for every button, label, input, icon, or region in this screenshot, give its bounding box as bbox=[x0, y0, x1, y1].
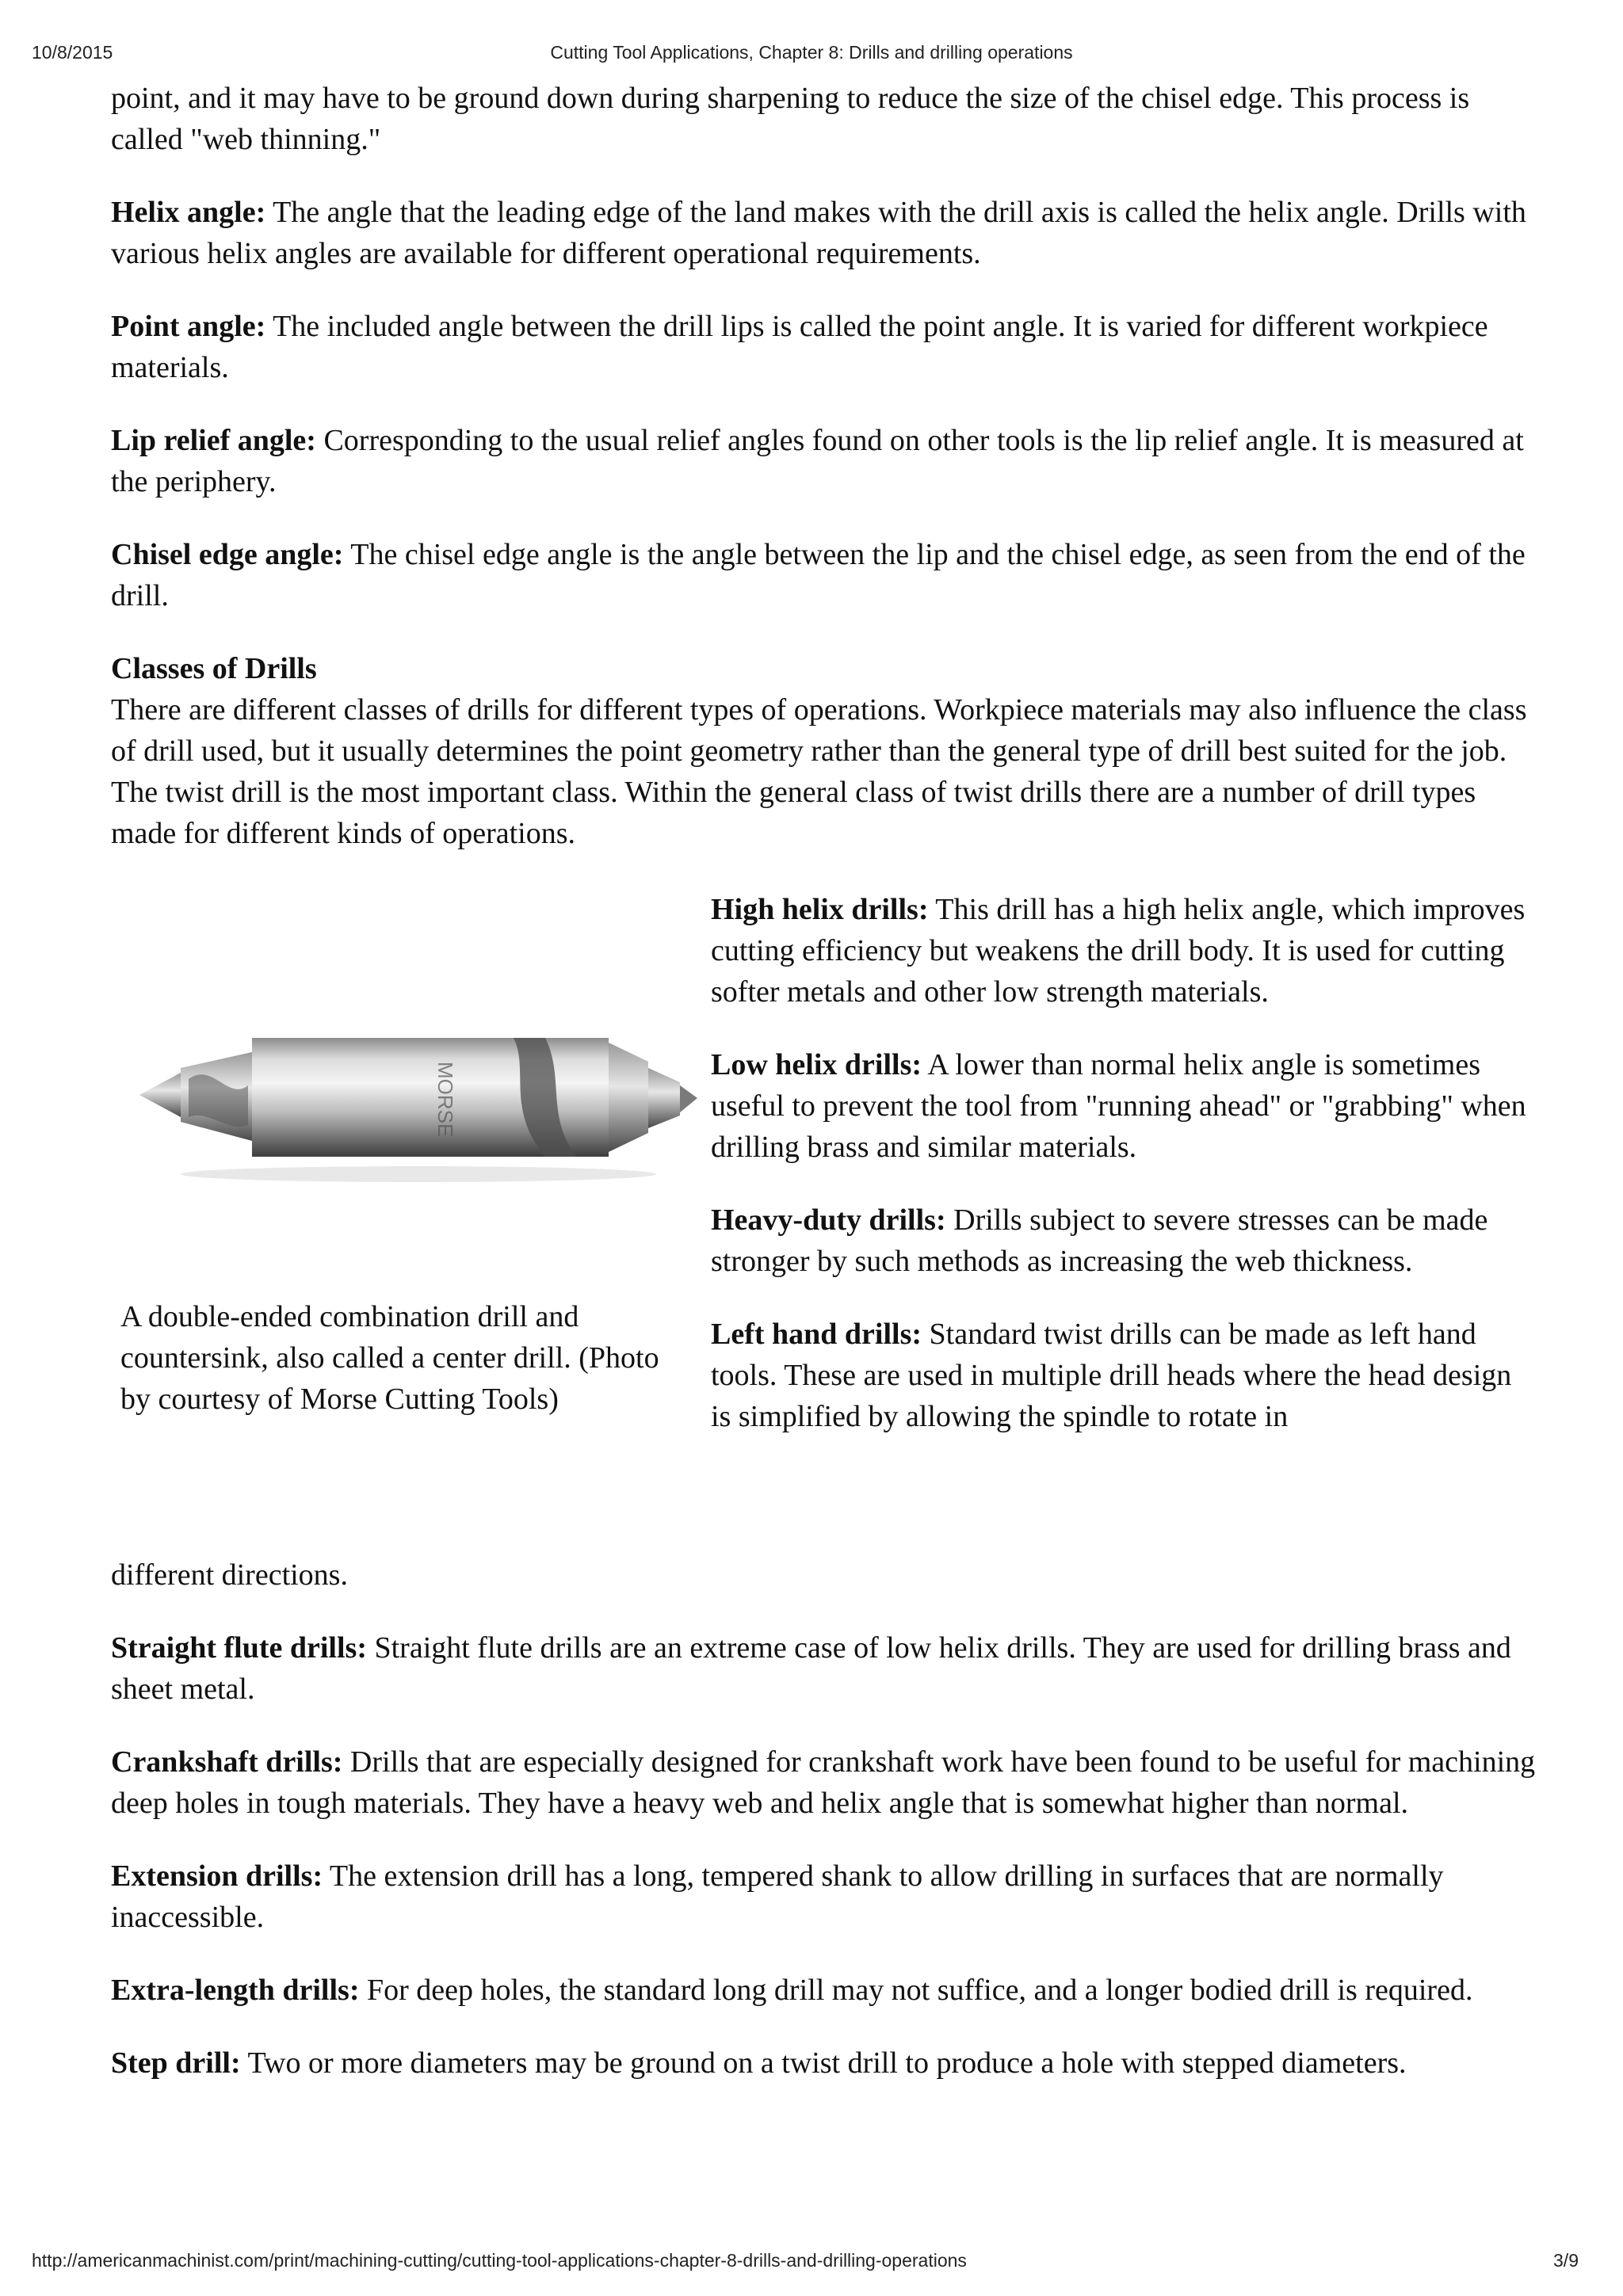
continuation-text: different directions. bbox=[111, 1558, 348, 1592]
figure-caption: A double-ended combination drill and countersink, also called a center drill. (Photo by courtesy of Morse Cutting Tools) bbox=[120, 1300, 659, 1416]
drill-type-crankshaft bbox=[111, 1741, 1537, 1824]
definition-point-angle bbox=[111, 306, 1537, 388]
definition-text: The extension drill has a long, tempered shank to allow drilling in surfaces that are normally inaccessible. bbox=[111, 1859, 1444, 1934]
definition-helix-angle bbox=[111, 192, 1537, 274]
drill-type-extension bbox=[111, 1855, 1537, 1938]
drill-type-straight-flute bbox=[111, 1627, 1537, 1710]
definition-text: Straight flute drills are an extreme case of low helix drills. They are used for drilling brass and sheet metal. bbox=[111, 1631, 1511, 1706]
print-header bbox=[0, 42, 1623, 66]
definition-term: Point angle: bbox=[111, 310, 266, 343]
definition-text: Drills subject to severe stresses can be made stronger by such methods as increasing the web thickness. bbox=[711, 1203, 1488, 1278]
definition-text: A lower than normal helix angle is sometimes useful to prevent the tool from "running ahead" or "grabbing" when drilling brass and similar materials. bbox=[711, 1048, 1526, 1164]
print-url[interactable]: http://americanmachinist.com/print/machining-cutting/cutting-tool-applications-chapter-8-drills-and-drilling-operations bbox=[32, 2250, 967, 2271]
definition-term: Chisel edge angle: bbox=[111, 538, 344, 571]
definition-chisel-edge-angle bbox=[111, 534, 1537, 616]
definition-text: The included angle between the drill lips is called the point angle. It is varied for different workpiece materials. bbox=[111, 310, 1488, 384]
page-number: 3/9 bbox=[1553, 2250, 1579, 2271]
definition-term: Step drill: bbox=[111, 2046, 241, 2080]
definition-text: The angle that the leading edge of the land makes with the drill axis is called the helix angle. Drills with various helix angles are available for different operational requirements. bbox=[111, 196, 1526, 270]
definition-text: Corresponding to the usual relief angles found on other tools is the lip relief angle. It is measured at the periphery. bbox=[111, 424, 1524, 498]
article-body bbox=[111, 78, 1537, 2084]
drill-type-step bbox=[111, 2042, 1537, 2084]
figure bbox=[111, 889, 697, 1491]
definition-term: High helix drills: bbox=[711, 893, 929, 926]
section-heading-classes: Classes of Drills bbox=[111, 652, 317, 685]
definition-term: Straight flute drills: bbox=[111, 1631, 367, 1665]
definition-term: Low helix drills: bbox=[711, 1048, 922, 1081]
definition-lip-relief-angle bbox=[111, 420, 1537, 502]
definition-text: This drill has a high helix angle, which improves cutting efficiency but weakens the drill body. It is used for cutting softer metals and other low strength materials. bbox=[711, 893, 1526, 1009]
definition-term: Heavy-duty drills: bbox=[711, 1203, 946, 1237]
definition-term: Helix angle: bbox=[111, 196, 266, 229]
drill-type-left-hand bbox=[711, 1314, 1535, 1437]
drill-types-column bbox=[711, 889, 1535, 1437]
print-date: 10/8/2015 bbox=[32, 42, 113, 63]
definition-term: Extension drills: bbox=[111, 1859, 323, 1893]
definition-term: Left hand drills: bbox=[711, 1318, 922, 1351]
definition-text: Drills that are especially designed for crankshaft work have been found to be useful for machining deep holes in tough materials. They have a heavy web and helix angle that is somewhat higher than normal. bbox=[111, 1745, 1536, 1820]
center-drill-photo bbox=[133, 1006, 704, 1193]
definition-term: Extra-length drills: bbox=[111, 1974, 360, 2007]
print-footer bbox=[0, 2250, 1623, 2274]
print-page-title: Cutting Tool Applications, Chapter 8: Drills and drilling operations bbox=[550, 42, 1073, 63]
definition-term: Lip relief angle: bbox=[111, 424, 316, 457]
intro-paragraph: point, and it may have to be ground down during sharpening to reduce the size of the chisel edge. This process is called "web thinning." bbox=[111, 82, 1470, 156]
definition-text: Two or more diameters may be ground on a twist drill to produce a hole with stepped diameters. bbox=[240, 2046, 1407, 2080]
drill-type-heavy-duty bbox=[711, 1199, 1535, 1282]
drill-type-low-helix bbox=[711, 1044, 1535, 1168]
definition-text: For deep holes, the standard long drill may not suffice, and a longer bodied drill is required. bbox=[359, 1974, 1473, 2007]
drill-type-high-helix bbox=[711, 889, 1535, 1013]
definition-term: Crankshaft drills: bbox=[111, 1745, 343, 1779]
drill-type-extra-length bbox=[111, 1970, 1537, 2011]
classes-paragraph: There are different classes of drills for different types of operations. Workpiece materials may also influence the class of drill used, but it usually determines the point geometry rather than the general type of drill best suited for the job. The twist drill is the most important class. Within the general class of twist drills there are a number of drill types made for different kinds of operations. bbox=[111, 693, 1527, 850]
engraving-text: MORSE bbox=[433, 1062, 457, 1138]
definition-text: Standard twist drills can be made as left hand tools. These are used in multiple drill heads where the head design is simplified by allowing the spindle to rotate in bbox=[711, 1318, 1512, 1433]
definition-text: The chisel edge angle is the angle between the lip and the chisel edge, as seen from the end of the drill. bbox=[111, 538, 1526, 612]
figure-and-drill-types bbox=[111, 889, 1537, 1554]
